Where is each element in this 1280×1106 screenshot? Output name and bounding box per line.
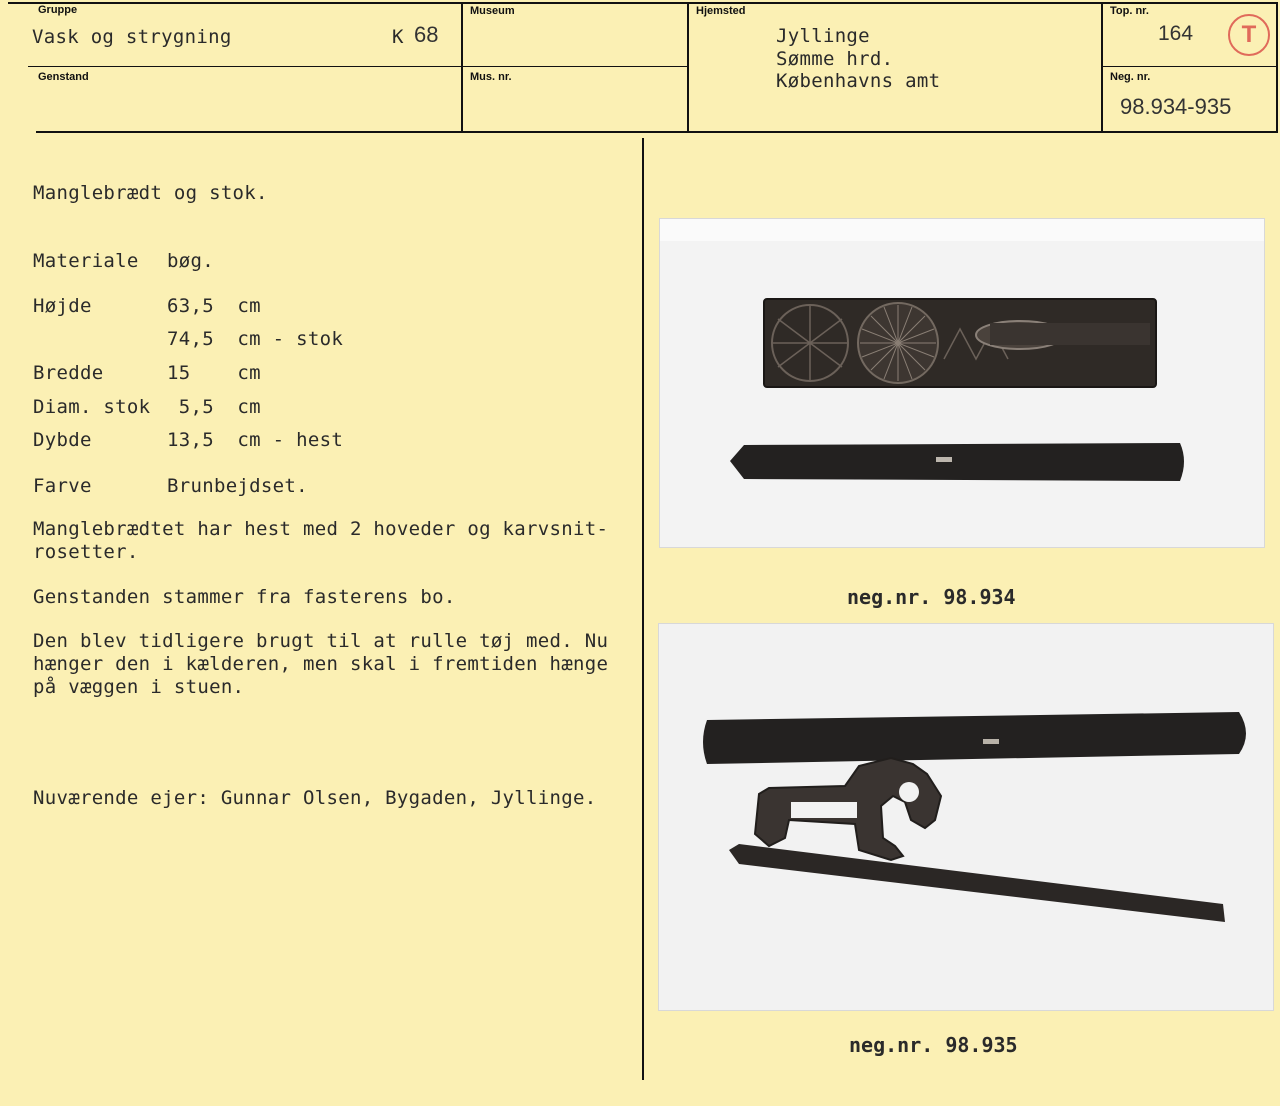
hjemsted-label: Hjemsted [696, 5, 746, 17]
gruppe-code-handwritten: 68 [414, 22, 439, 47]
stamp-t-icon: T [1228, 14, 1270, 56]
attr-value-hojde-stok: 74,5 cm - stok [167, 328, 344, 350]
attr-value-dybde: 13,5 cm - hest [167, 429, 344, 451]
neg-nr-label: Neg. nr. [1110, 71, 1151, 83]
photo-board-and-stick [659, 218, 1265, 548]
header-divider-2 [687, 2, 689, 132]
attr-value-diam: 5,5 cm [167, 396, 261, 418]
description-para2: Genstanden stammer fra fasterens bo. [33, 586, 456, 608]
photo-caption-1: neg.nr. 98.934 [847, 585, 1016, 609]
attr-value-hojde: 63,5 cm [167, 295, 261, 317]
board-and-stick-illustration [660, 219, 1264, 547]
museum-label: Museum [470, 5, 515, 17]
top-nr-label: Top. nr. [1110, 5, 1149, 17]
gruppe-value: Vask og strygning [32, 26, 232, 48]
hjemsted-line-2: Sømme hrd. [776, 48, 894, 70]
photo-horse-handle [658, 623, 1274, 1011]
neg-nr-value: 98.934-935 [1120, 94, 1232, 119]
genstand-label: Genstand [38, 71, 89, 83]
hjemsted-line-1: Jyllinge [776, 25, 870, 47]
header-middle-rule-right [1103, 66, 1278, 67]
attr-label-hojde: Højde [33, 295, 92, 317]
attr-label-bredde: Bredde [33, 362, 104, 384]
attr-value-farve: Brunbejdset. [167, 475, 308, 497]
mus-nr-label: Mus. nr. [470, 71, 512, 83]
photo-caption-2: neg.nr. 98.935 [849, 1033, 1018, 1057]
header-divider-3 [1101, 2, 1103, 132]
right-edge-rule [1276, 2, 1278, 132]
horse-handle-illustration [659, 624, 1273, 1010]
description-para3-line3: på væggen i stuen. [33, 676, 245, 698]
description-para3-line2: hænger den i kælderen, men skal i fremtiden hænge [33, 653, 609, 675]
header-divider-1 [461, 2, 463, 132]
top-nr-value: 164 [1158, 22, 1194, 45]
hjemsted-line-3: Københavns amt [776, 70, 941, 92]
header-top-rule [8, 2, 1278, 4]
body-vertical-divider [642, 138, 644, 1080]
attr-value-bredde: 15 cm [167, 362, 261, 384]
description-para1-line1: Manglebrædtet har hest med 2 hoveder og karvsnit- [33, 518, 609, 540]
description-para3-line1: Den blev tidligere brugt til at rulle tøj med. Nu [33, 630, 609, 652]
gruppe-code: K [392, 26, 404, 48]
header-middle-rule [28, 66, 688, 67]
object-title: Manglebrædt og stok. [33, 182, 268, 204]
attr-label-dybde: Dybde [33, 429, 92, 451]
attr-value-materiale: bøg. [167, 250, 214, 272]
attr-label-farve: Farve [33, 475, 92, 497]
header-bottom-rule [36, 131, 1278, 133]
attr-label-diam: Diam. stok [33, 396, 151, 418]
mangle-board-shape [764, 299, 1156, 387]
description-para1-line2: rosetter. [33, 541, 139, 563]
attr-label-materiale: Materiale [33, 250, 139, 272]
owner-line: Nuværende ejer: Gunnar Olsen, Bygaden, Jyllinge. [33, 787, 597, 809]
gruppe-label: Gruppe [38, 4, 78, 16]
mangle-stick-shape [730, 443, 1184, 481]
